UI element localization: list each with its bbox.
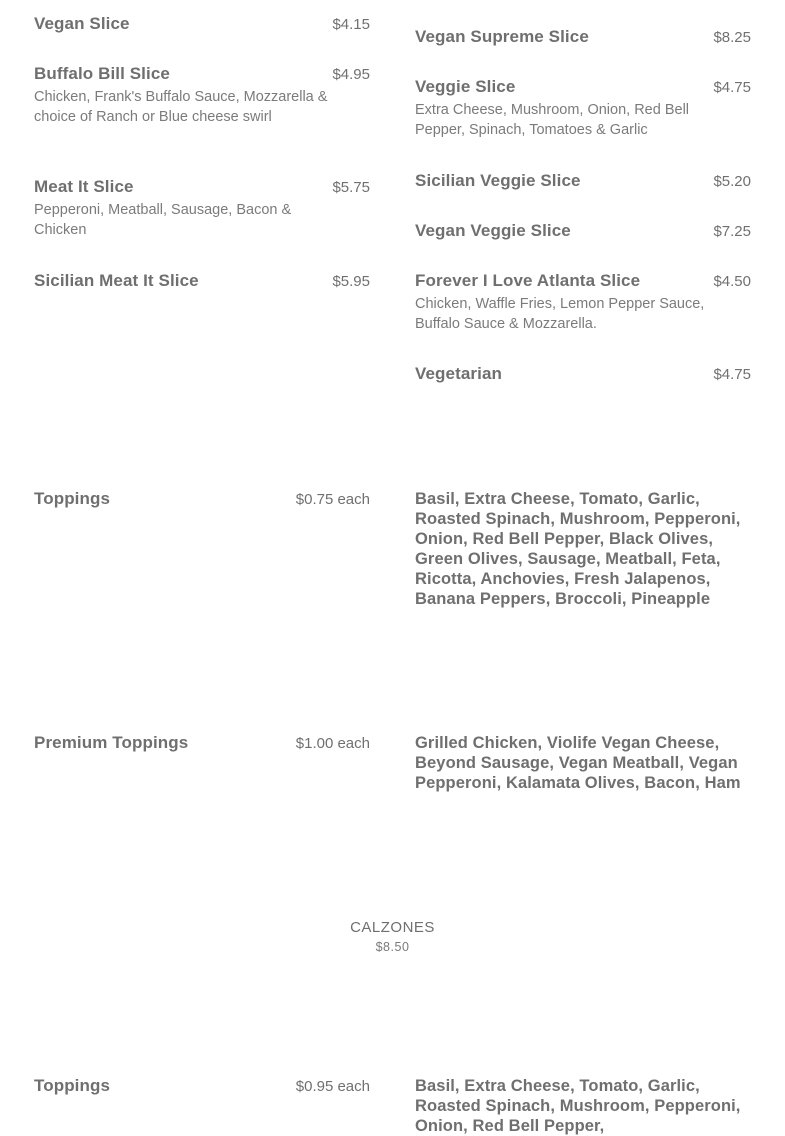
item-name: Vegetarian xyxy=(415,364,502,383)
item-name: Veggie Slice xyxy=(415,77,516,96)
item-description: Extra Cheese, Mushroom, Onion, Red Bell Pepper, Spinach, Tomatoes & Garlic xyxy=(415,102,690,138)
menu-item-vegetarian xyxy=(415,364,751,384)
item-description: Chicken, Frank's Buffalo Sauce, Mozzarella & choice of Ranch or Blue cheese swirl xyxy=(34,89,328,125)
item-name: Vegan Slice xyxy=(34,14,130,33)
premium-toppings-row xyxy=(34,733,370,753)
toppings-label: Toppings xyxy=(34,489,111,508)
calzone-toppings-list: Basil, Extra Cheese, Tomato, Garlic, Roasted Spinach, Mushroom, Pepperoni, Onion, Red Bell Pepper, xyxy=(415,1077,741,1135)
menu-item-buffalo-bill-slice xyxy=(34,64,370,127)
menu-item-vegan-supreme-slice xyxy=(415,27,751,47)
menu-item-vegan-slice xyxy=(34,14,370,34)
calzone-toppings-price: $0.95 each xyxy=(295,1078,370,1095)
item-name: Meat It Slice xyxy=(34,177,134,196)
menu-item-vegan-veggie-slice xyxy=(415,221,751,241)
menu-item-sicilian-veggie-slice xyxy=(415,171,751,191)
menu-item-meat-it-slice xyxy=(34,177,370,240)
item-price: $8.25 xyxy=(713,29,751,46)
premium-toppings-price: $1.00 each xyxy=(295,735,370,752)
calzone-toppings-row xyxy=(34,1076,370,1096)
item-name: Buffalo Bill Slice xyxy=(34,64,170,83)
slice-toppings-list: Basil, Extra Cheese, Tomato, Garlic, Roasted Spinach, Mushroom, Pepperoni, Onion, Red Bell Pepper, Black Olives, Green Olives, Sausage, Meatball, Feta, Ricotta, Anchovies, Fresh Jalapenos, Banana Peppers, Broccoli, Pineapple xyxy=(415,490,741,608)
calzones-price: $8.50 xyxy=(375,940,410,954)
premium-toppings-list: Grilled Chicken, Violife Vegan Cheese, Beyond Sausage, Vegan Meatball, Vegan Pepperoni, Kalamata Olives, Bacon, Ham xyxy=(415,734,741,792)
item-name: Forever I Love Atlanta Slice xyxy=(415,271,641,290)
item-price: $7.25 xyxy=(713,223,751,240)
item-name: Sicilian Veggie Slice xyxy=(415,171,581,190)
calzones-heading: CALZONES xyxy=(350,919,435,936)
item-price: $5.95 xyxy=(332,273,370,290)
menu-item-veggie-slice xyxy=(415,77,751,140)
toppings-price: $0.75 each xyxy=(295,491,370,508)
item-description: Pepperoni, Meatball, Sausage, Bacon & Chicken xyxy=(34,202,292,238)
item-description: Chicken, Waffle Fries, Lemon Pepper Sauce, Buffalo Sauce & Mozzarella. xyxy=(415,296,705,332)
item-name: Vegan Veggie Slice xyxy=(415,221,571,240)
premium-toppings-label: Premium Toppings xyxy=(34,733,189,752)
item-name: Sicilian Meat It Slice xyxy=(34,271,199,290)
slice-toppings-row xyxy=(34,489,370,509)
item-price: $4.15 xyxy=(332,16,370,33)
menu-item-sicilian-meat-it-slice xyxy=(34,271,370,291)
item-price: $4.75 xyxy=(713,366,751,383)
calzone-toppings-label: Toppings xyxy=(34,1076,111,1095)
item-price: $4.75 xyxy=(713,79,751,96)
item-price: $4.95 xyxy=(332,66,370,83)
item-price: $5.75 xyxy=(332,179,370,196)
menu-item-forever-i-love-atlanta-slice xyxy=(415,271,751,334)
item-price: $4.50 xyxy=(713,273,751,290)
item-name: Vegan Supreme Slice xyxy=(415,27,589,46)
item-price: $5.20 xyxy=(713,173,751,190)
